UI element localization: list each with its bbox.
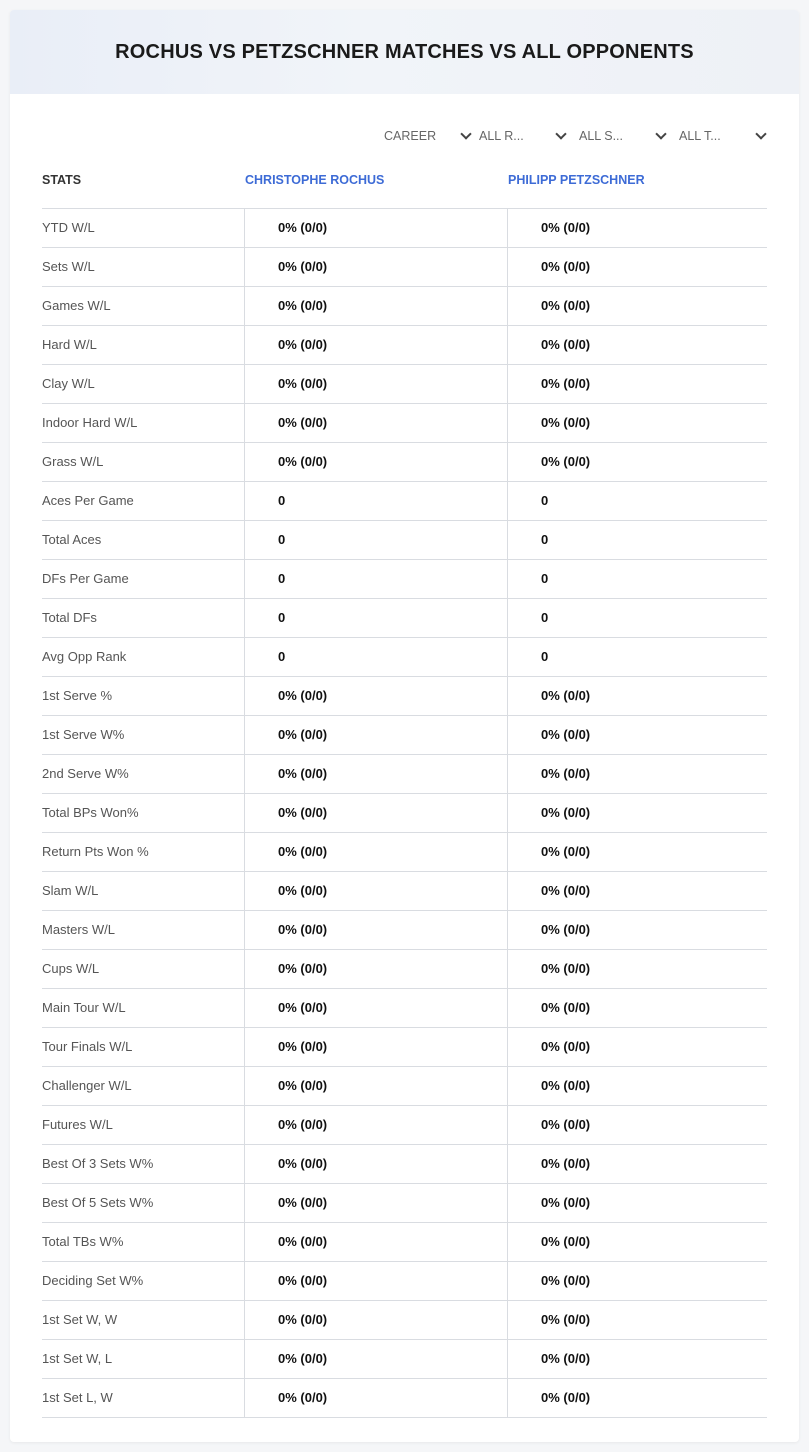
player1-stat-value: 0% (0/0)	[244, 287, 507, 325]
table-row	[42, 1067, 767, 1106]
player2-stat-value: 0% (0/0)	[507, 248, 767, 286]
player2-stat-value: 0% (0/0)	[507, 1106, 767, 1144]
table-row	[42, 794, 767, 833]
stat-label: Aces Per Game	[42, 493, 134, 508]
player2-stat-value: 0% (0/0)	[507, 1145, 767, 1183]
stat-label: DFs Per Game	[42, 571, 129, 586]
stat-label: Best Of 5 Sets W%	[42, 1195, 154, 1210]
stat-label: Clay W/L	[42, 376, 95, 391]
player1-stat-value: 0% (0/0)	[244, 716, 507, 754]
table-row	[42, 755, 767, 794]
table-row	[42, 989, 767, 1028]
table-row	[42, 1262, 767, 1301]
player1-stat-value: 0	[244, 521, 507, 559]
table-row	[42, 1379, 767, 1418]
period-filter-label: CAREER	[384, 129, 437, 143]
table-row	[42, 677, 767, 716]
player1-stat-value: 0% (0/0)	[244, 326, 507, 364]
stat-label: Cups W/L	[42, 961, 100, 976]
player1-stat-value: 0% (0/0)	[244, 209, 507, 247]
player1-stat-value: 0% (0/0)	[244, 989, 507, 1027]
stat-label: 2nd Serve W%	[42, 766, 129, 781]
player2-stat-value: 0% (0/0)	[507, 443, 767, 481]
stat-label: Total TBs W%	[42, 1234, 124, 1249]
stat-label: 1st Set W, W	[42, 1312, 118, 1327]
table-row	[42, 482, 767, 521]
round-filter-dropdown[interactable]	[479, 122, 567, 150]
player2-stat-value: 0% (0/0)	[507, 794, 767, 832]
tournament-filter-dropdown[interactable]	[679, 122, 767, 150]
table-row	[42, 1028, 767, 1067]
player2-stat-value: 0% (0/0)	[507, 326, 767, 364]
player2-stat-value: 0% (0/0)	[507, 911, 767, 949]
stat-label: Deciding Set W%	[42, 1273, 144, 1288]
stat-label: Futures W/L	[42, 1117, 113, 1132]
player1-link[interactable]: CHRISTOPHE ROCHUS	[245, 173, 385, 187]
player1-stat-value: 0	[244, 482, 507, 520]
table-row	[42, 1301, 767, 1340]
stat-label: Slam W/L	[42, 883, 99, 898]
stat-label: Total BPs Won%	[42, 805, 139, 820]
stat-label: 1st Serve W%	[42, 727, 125, 742]
stat-label: Return Pts Won %	[42, 844, 149, 859]
player1-stat-value: 0% (0/0)	[244, 1067, 507, 1105]
stat-label: Main Tour W/L	[42, 1000, 126, 1015]
player1-stat-value: 0	[244, 638, 507, 676]
player2-stat-value: 0% (0/0)	[507, 1301, 767, 1339]
player2-stat-value: 0% (0/0)	[507, 755, 767, 793]
stats-column-header: STATS	[42, 173, 82, 187]
stat-label: Hard W/L	[42, 337, 97, 352]
player2-stat-value: 0% (0/0)	[507, 872, 767, 910]
chevron-down-icon	[555, 128, 566, 139]
table-row	[42, 404, 767, 443]
table-row	[42, 326, 767, 365]
player2-stat-value: 0% (0/0)	[507, 287, 767, 325]
player2-stat-value: 0	[507, 560, 767, 598]
table-row	[42, 443, 767, 482]
stat-label: Indoor Hard W/L	[42, 415, 138, 430]
stat-label: Avg Opp Rank	[42, 649, 127, 664]
table-row	[42, 365, 767, 404]
table-row	[42, 1340, 767, 1379]
player2-stat-value: 0% (0/0)	[507, 1028, 767, 1066]
stat-label: Best Of 3 Sets W%	[42, 1156, 154, 1171]
stat-label: Games W/L	[42, 298, 111, 313]
player2-stat-value: 0% (0/0)	[507, 1223, 767, 1261]
page-title: ROCHUS VS PETZSCHNER MATCHES VS ALL OPPONENTS	[115, 40, 694, 63]
player2-stat-value: 0% (0/0)	[507, 1379, 767, 1417]
player2-stat-value: 0% (0/0)	[507, 209, 767, 247]
stat-label: Sets W/L	[42, 259, 95, 274]
surface-filter-label: ALL S...	[579, 129, 624, 143]
player1-stat-value: 0% (0/0)	[244, 1301, 507, 1339]
stat-label: Challenger W/L	[42, 1078, 132, 1093]
player2-stat-value: 0% (0/0)	[507, 1067, 767, 1105]
player1-stat-value: 0% (0/0)	[244, 1340, 507, 1378]
stat-label: 1st Set W, L	[42, 1351, 113, 1366]
player1-stat-value: 0% (0/0)	[244, 950, 507, 988]
player1-stat-value: 0% (0/0)	[244, 1184, 507, 1222]
table-row	[42, 521, 767, 560]
player2-link[interactable]: PHILIPP PETZSCHNER	[508, 173, 645, 187]
table-body	[42, 209, 767, 1418]
player1-stat-value: 0% (0/0)	[244, 443, 507, 481]
player1-stat-value: 0	[244, 599, 507, 637]
player1-stat-value: 0% (0/0)	[244, 1145, 507, 1183]
table-row	[42, 950, 767, 989]
player2-stat-value: 0% (0/0)	[507, 404, 767, 442]
stat-label: Total Aces	[42, 532, 102, 547]
table-header	[42, 158, 767, 209]
player2-stat-value: 0% (0/0)	[507, 950, 767, 988]
player2-stat-value: 0% (0/0)	[507, 833, 767, 871]
player2-stat-value: 0	[507, 521, 767, 559]
player1-stat-value: 0% (0/0)	[244, 911, 507, 949]
stat-label: 1st Set L, W	[42, 1390, 113, 1405]
table-row	[42, 209, 767, 248]
player2-stat-value: 0	[507, 599, 767, 637]
stats-table	[42, 158, 767, 1418]
player1-stat-value: 0% (0/0)	[244, 677, 507, 715]
table-row	[42, 716, 767, 755]
table-row	[42, 1184, 767, 1223]
player1-stat-value: 0	[244, 560, 507, 598]
player2-stat-value: 0% (0/0)	[507, 716, 767, 754]
player2-stat-value: 0% (0/0)	[507, 1262, 767, 1300]
stat-label: Grass W/L	[42, 454, 104, 469]
stats-card	[10, 10, 799, 1442]
player1-stat-value: 0% (0/0)	[244, 248, 507, 286]
stat-label: Masters W/L	[42, 922, 115, 937]
player1-stat-value: 0% (0/0)	[244, 794, 507, 832]
table-row	[42, 833, 767, 872]
player2-stat-value: 0% (0/0)	[507, 365, 767, 403]
player1-stat-value: 0% (0/0)	[244, 872, 507, 910]
player1-stat-value: 0% (0/0)	[244, 833, 507, 871]
player2-stat-value: 0% (0/0)	[507, 1340, 767, 1378]
chevron-down-icon	[655, 128, 666, 139]
card-header	[10, 10, 799, 94]
table-row	[42, 911, 767, 950]
player1-stat-value: 0% (0/0)	[244, 1379, 507, 1417]
surface-filter-dropdown[interactable]	[579, 122, 667, 150]
player2-stat-value: 0% (0/0)	[507, 1184, 767, 1222]
player1-stat-value: 0% (0/0)	[244, 755, 507, 793]
table-row	[42, 872, 767, 911]
player2-stat-value: 0	[507, 638, 767, 676]
table-row	[42, 1223, 767, 1262]
player1-stat-value: 0% (0/0)	[244, 1106, 507, 1144]
table-row	[42, 599, 767, 638]
player2-stat-value: 0% (0/0)	[507, 989, 767, 1027]
tournament-filter-label: ALL T...	[679, 129, 721, 143]
round-filter-label: ALL R...	[479, 129, 524, 143]
player1-stat-value: 0% (0/0)	[244, 404, 507, 442]
table-row	[42, 1145, 767, 1184]
player1-stat-value: 0% (0/0)	[244, 1262, 507, 1300]
chevron-down-icon	[460, 128, 471, 139]
player2-stat-value: 0	[507, 482, 767, 520]
stat-label: 1st Serve %	[42, 688, 113, 703]
table-row	[42, 560, 767, 599]
player1-stat-value: 0% (0/0)	[244, 1223, 507, 1261]
period-filter-dropdown[interactable]	[384, 122, 472, 150]
table-row	[42, 638, 767, 677]
table-row	[42, 287, 767, 326]
stat-label: Tour Finals W/L	[42, 1039, 133, 1054]
player1-stat-value: 0% (0/0)	[244, 365, 507, 403]
player2-stat-value: 0% (0/0)	[507, 677, 767, 715]
stat-label: Total DFs	[42, 610, 97, 625]
table-row	[42, 1106, 767, 1145]
filter-bar	[10, 122, 799, 150]
table-row	[42, 248, 767, 287]
chevron-down-icon	[755, 128, 766, 139]
player1-stat-value: 0% (0/0)	[244, 1028, 507, 1066]
stat-label: YTD W/L	[42, 220, 95, 235]
